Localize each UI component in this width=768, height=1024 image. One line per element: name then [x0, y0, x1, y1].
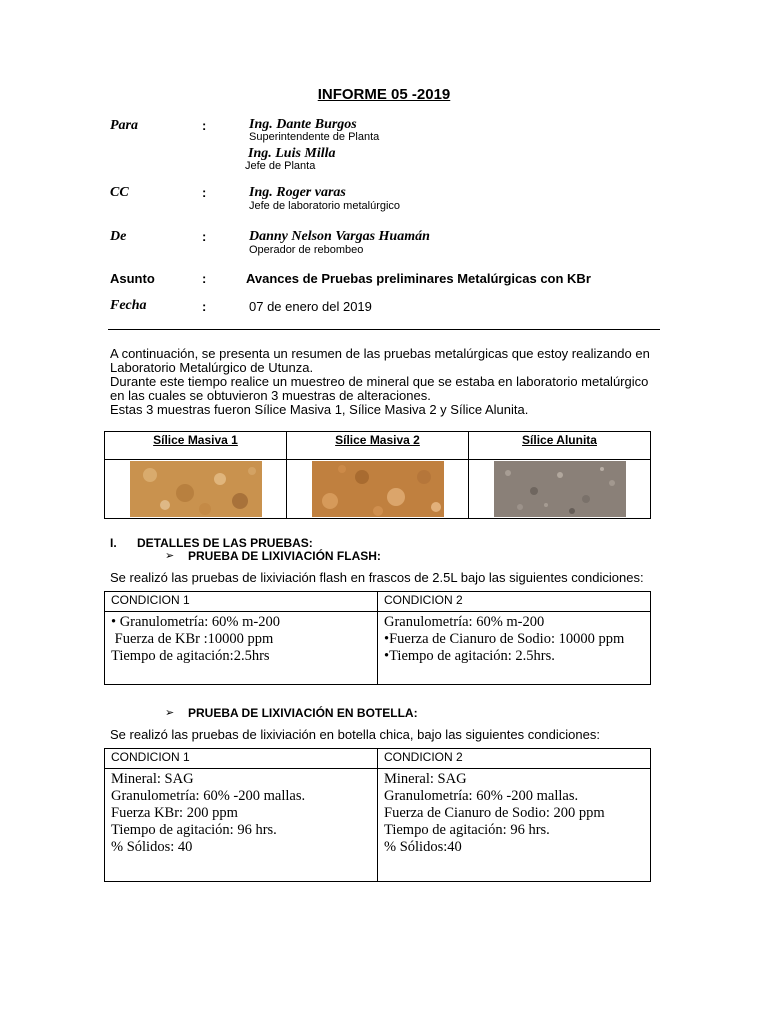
intro-line-3: Durante este tiempo realice un muestreo de mineral que se estaba en laboratorio metalúrgico [110, 374, 649, 389]
para-name-1: Ing. Dante Burgos [249, 117, 357, 132]
fecha-value: 07 de enero del 2019 [249, 299, 372, 314]
asunto-colon: : [202, 271, 207, 286]
para-label: Para [110, 118, 138, 133]
para-name-2: Ing. Luis Milla [248, 146, 336, 161]
botella-cond1-header: CONDICION 1 [105, 749, 378, 769]
botella-cond1-line: % Sólidos: 40 [111, 839, 193, 855]
flash-cond1-header: CONDICION 1 [105, 592, 378, 612]
sample-image-cell-1 [105, 460, 287, 519]
flash-cond2-line: •Tiempo de agitación: 2.5hrs. [384, 648, 555, 664]
asunto-label: Asunto [110, 271, 155, 286]
section-title: DETALLES DE LAS PRUEBAS: [137, 536, 313, 550]
sample-photo-masiva-1 [130, 461, 262, 517]
botella-cond1-body [105, 769, 378, 882]
sample-image-cell-3 [469, 460, 651, 519]
botella-cond2-line: Tiempo de agitación: 96 hrs. [384, 822, 550, 838]
flash-conditions-table [104, 591, 651, 685]
flash-title: PRUEBA DE LIXIVIACIÓN FLASH: [188, 549, 381, 563]
botella-cond2-line: Mineral: SAG [384, 771, 467, 787]
arrow-bullet-icon: ➢ [165, 550, 175, 562]
intro-line-4: en las cuales se obtuvieron 3 muestras de alteraciones. [110, 388, 431, 403]
botella-cond1-line: Granulometría: 60% -200 mallas. [111, 788, 306, 804]
flash-cond1-body [105, 612, 378, 685]
botella-title: PRUEBA DE LIXIVIACIÓN EN BOTELLA: [188, 706, 418, 720]
botella-description: Se realizó las pruebas de lixiviación en botella chica, bajo las siguientes condiciones: [110, 727, 600, 742]
sample-image-cell-2 [287, 460, 469, 519]
botella-cond1-line: Fuerza KBr: 200 ppm [111, 805, 238, 821]
para-role-1: Superintendente de Planta [249, 131, 380, 143]
flash-cond1-line: • Granulometría: 60% m-200 [111, 614, 280, 630]
botella-cond1-line: Mineral: SAG [111, 771, 194, 787]
intro-line-5: Estas 3 muestras fueron Sílice Masiva 1, Sílice Masiva 2 y Sílice Alunita. [110, 402, 529, 417]
sample-header-masiva-1: Sílice Masiva 1 [105, 432, 287, 460]
sample-header-alunita: Sílice Alunita [469, 432, 651, 460]
flash-cond2-body [378, 612, 651, 685]
cc-colon: : [202, 185, 207, 200]
botella-cond2-body [378, 769, 651, 882]
sample-photo-masiva-2 [312, 461, 444, 517]
para-colon: : [202, 118, 207, 133]
flash-cond1-line: Fuerza de KBr :10000 ppm [111, 631, 274, 647]
botella-cond1-line: Tiempo de agitación: 96 hrs. [111, 822, 277, 838]
de-label: De [110, 229, 127, 244]
flash-cond1-line: Tiempo de agitación:2.5hrs [111, 648, 270, 664]
intro-paragraph [110, 347, 670, 417]
de-role: Operador de rebombeo [249, 244, 364, 256]
flash-cond2-line: •Fuerza de Cianuro de Sodio: 10000 ppm [384, 631, 625, 647]
botella-conditions-table [104, 748, 651, 882]
samples-table [104, 431, 651, 519]
flash-cond2-header: CONDICION 2 [378, 592, 651, 612]
header-divider [108, 329, 660, 330]
fecha-colon: : [202, 299, 207, 314]
cc-role: Jefe de laboratorio metalúrgico [249, 200, 401, 212]
de-colon: : [202, 229, 207, 244]
intro-line-1: A continuación, se presenta un resumen de las pruebas metalúrgicas que estoy realizando en [110, 346, 650, 361]
report-title: INFORME 05 -2019 [317, 86, 451, 103]
asunto-value: Avances de Pruebas preliminares Metalúrgicas con KBr [246, 271, 591, 286]
flash-description: Se realizó las pruebas de lixiviación flash en frascos de 2.5L bajo las siguientes condiciones: [110, 570, 644, 585]
sample-header-masiva-2: Sílice Masiva 2 [287, 432, 469, 460]
botella-cond2-line: % Sólidos:40 [384, 839, 462, 855]
botella-cond2-line: Granulometría: 60% -200 mallas. [384, 788, 579, 804]
flash-cond2-line: Granulometría: 60% m-200 [384, 614, 545, 630]
botella-cond2-header: CONDICION 2 [378, 749, 651, 769]
section-number: I. [110, 536, 117, 550]
intro-line-2: Laboratorio Metalúrgico de Utunza. [110, 360, 314, 375]
arrow-bullet-icon: ➢ [165, 707, 175, 719]
fecha-label: Fecha [110, 298, 147, 313]
de-name: Danny Nelson Vargas Huamán [249, 229, 430, 244]
botella-cond2-line: Fuerza de Cianuro de Sodio: 200 ppm [384, 805, 605, 821]
para-role-2: Jefe de Planta [245, 160, 316, 172]
sample-photo-alunita [494, 461, 626, 517]
cc-label: CC [110, 185, 129, 200]
cc-name: Ing. Roger varas [249, 185, 346, 200]
